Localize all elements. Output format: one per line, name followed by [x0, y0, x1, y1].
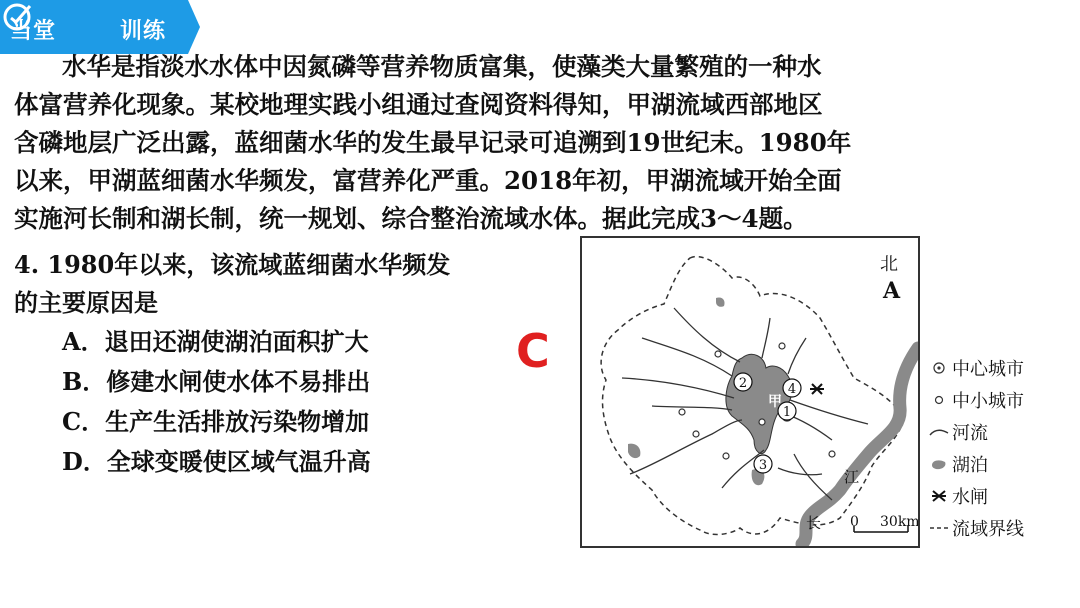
legend-label: 河流 — [952, 423, 988, 444]
answer-label: C — [516, 324, 550, 378]
question-stem — [14, 246, 574, 322]
river-icon — [928, 425, 950, 439]
small-lake-west — [628, 444, 640, 458]
location-3-label: 3 — [758, 458, 768, 473]
scale-label: 30km — [880, 514, 918, 530]
sluice-gate-icon — [928, 489, 950, 503]
north-arrow-icon: A — [883, 278, 901, 304]
passage-line: 以来，甲湖蓝细菌水华频发，富营养化严重。2018年初，甲湖流域开始全面 — [14, 166, 842, 195]
legend-label: 中心城市 — [952, 359, 1024, 380]
banner-logo-icon — [0, 0, 36, 32]
location-2-label: 2 — [738, 376, 748, 391]
map-legend — [928, 352, 1024, 544]
passage-text — [14, 48, 1064, 238]
small-lake-north — [716, 297, 725, 306]
legend-item — [928, 384, 1024, 416]
question-line: 的主要原因是 — [14, 288, 158, 317]
central-city-icon — [928, 361, 950, 375]
option-c[interactable]: C．生产生活排放污染物增加 — [62, 407, 370, 436]
banner-title-left: 当堂 — [10, 19, 57, 44]
legend-item — [928, 416, 1024, 448]
option-d[interactable]: D．全球变暖使区域气温升高 — [62, 447, 371, 476]
legend-label: 流域界线 — [952, 519, 1024, 540]
passage-line: 体富营养化现象。某校地理实践小组通过查阅资料得知，甲湖流域西部地区 — [14, 90, 823, 119]
scale-zero: 0 — [850, 514, 859, 530]
question-line: 4. 1980年以来，该流域蓝细菌水华频发 — [14, 250, 451, 279]
legend-label: 水闸 — [952, 487, 988, 508]
small-city-icon — [928, 393, 950, 407]
north-label: 北 — [880, 254, 898, 275]
option-b[interactable]: B．修建水闸使水体不易排出 — [62, 367, 371, 396]
lake-icon — [928, 457, 950, 471]
watershed-map — [580, 236, 920, 548]
legend-item — [928, 448, 1024, 480]
watershed-boundary-icon — [928, 521, 950, 535]
passage-line: 含磷地层广泛出露，蓝细菌水华的发生最早记录可追溯到19世纪末。1980年 — [14, 128, 852, 157]
banner-title-right: 训练 — [120, 19, 167, 44]
passage-line: 水华是指淡水水体中因氮磷等营养物质富集，使藻类大量繁殖的一种水 — [62, 52, 822, 81]
answer-options — [62, 322, 371, 482]
legend-item — [928, 512, 1024, 544]
option-a[interactable]: A．退田还湖使湖泊面积扩大 — [62, 327, 369, 356]
location-1-label: 1 — [782, 405, 792, 420]
river-label-jiang: 江 — [844, 468, 860, 486]
legend-item — [928, 352, 1024, 384]
sluice-gate — [810, 384, 824, 394]
passage-line: 实施河长制和湖长制，统一规划、综合整治流域水体。据此完成3～4题。 — [14, 204, 808, 233]
legend-item — [928, 480, 1024, 512]
lake-label: 甲 — [768, 394, 782, 410]
legend-label: 湖泊 — [952, 455, 988, 476]
river-label-chang: 长 — [806, 514, 822, 532]
header-banner — [0, 0, 200, 54]
legend-label: 中小城市 — [952, 391, 1024, 412]
location-4-label: 4 — [787, 382, 797, 397]
